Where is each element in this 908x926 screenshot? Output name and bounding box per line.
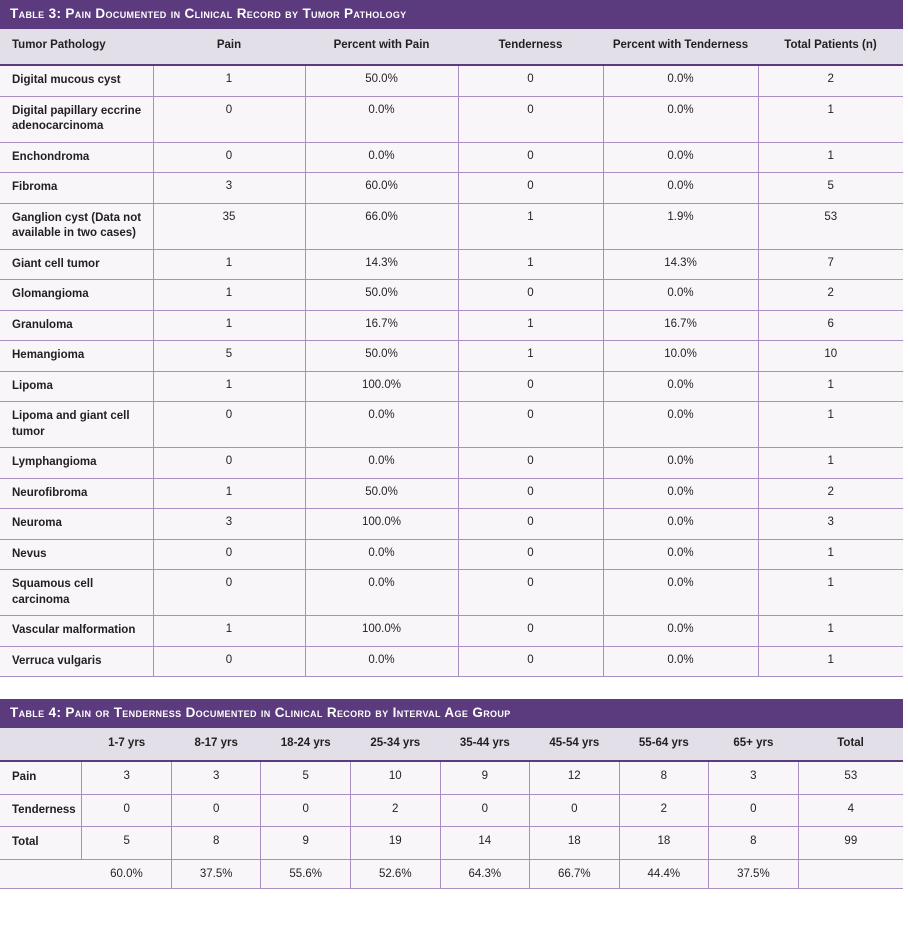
table-3-cell-percent-pain: 0.0% (305, 646, 458, 677)
table-3-cell-pathology: Giant cell tumor (0, 249, 153, 280)
table-4-col-25-34-yrs: 25-34 yrs (350, 728, 440, 762)
table-4-cell-value: 2 (619, 794, 709, 827)
table-3-cell-total: 6 (758, 310, 903, 341)
table-3-cell-pathology: Nevus (0, 539, 153, 570)
table-3-cell-pain: 0 (153, 646, 305, 677)
table-row (0, 827, 903, 860)
table-3-cell-total: 5 (758, 173, 903, 204)
table-3-cell-percent-pain: 50.0% (305, 341, 458, 372)
table-4-body (0, 761, 903, 888)
table-3-cell-percent-tenderness: 0.0% (603, 280, 758, 311)
table-3-cell-percent-tenderness: 0.0% (603, 448, 758, 479)
table-4-cell-value: 3 (82, 761, 172, 794)
table-3-cell-pain: 1 (153, 310, 305, 341)
table-3-cell-pathology: Neurofibroma (0, 478, 153, 509)
table-4-cell-value: 0 (709, 794, 799, 827)
table-3-cell-percent-tenderness: 14.3% (603, 249, 758, 280)
table-3-col-percent-tenderness: Percent with Tenderness (603, 29, 758, 66)
table-4-cell-value: 0 (261, 794, 351, 827)
table-3-cell-tenderness: 0 (458, 539, 603, 570)
table-3-cell-percent-tenderness: 0.0% (603, 142, 758, 173)
table-4-cell-value: 55.6% (261, 859, 351, 888)
table-4-header (0, 728, 903, 762)
table-3-cell-tenderness: 0 (458, 371, 603, 402)
table-3-cell-pain: 35 (153, 203, 305, 249)
table-3-cell-percent-pain: 100.0% (305, 509, 458, 540)
table-3-cell-pathology: Digital mucous cyst (0, 65, 153, 96)
table-3-cell-percent-tenderness: 0.0% (603, 173, 758, 204)
table-4-cell-value: 12 (530, 761, 620, 794)
table-row (0, 448, 903, 479)
table-3-cell-pathology: Lipoma and giant cell tumor (0, 402, 153, 448)
table-3-cell-percent-pain: 0.0% (305, 539, 458, 570)
table-3-cell-pain: 5 (153, 341, 305, 372)
table-4-cell-rowlabel: Pain (0, 761, 82, 794)
table-3-cell-total: 1 (758, 96, 903, 142)
table-3-cell-pathology: Enchondroma (0, 142, 153, 173)
table-4 (0, 728, 903, 889)
table-row (0, 371, 903, 402)
table-row (0, 203, 903, 249)
table-3-col-total-patients: Total Patients (n) (758, 29, 903, 66)
table-3-cell-percent-tenderness: 0.0% (603, 646, 758, 677)
table-row (0, 142, 903, 173)
table-3-cell-percent-pain: 0.0% (305, 570, 458, 616)
table-3-cell-pain: 0 (153, 96, 305, 142)
table-3-cell-percent-pain: 0.0% (305, 402, 458, 448)
table-3-cell-percent-pain: 0.0% (305, 142, 458, 173)
table-3-title: Table 3: Pain Documented in Clinical Record by Tumor Pathology (0, 0, 903, 29)
table-3-cell-tenderness: 0 (458, 478, 603, 509)
table-3-col-pathology: Tumor Pathology (0, 29, 153, 66)
table-4-cell-value: 19 (350, 827, 440, 860)
table-row (0, 646, 903, 677)
table-3-cell-percent-tenderness: 0.0% (603, 509, 758, 540)
table-4-cell-value: 0 (82, 794, 172, 827)
table-3-cell-tenderness: 1 (458, 310, 603, 341)
table-3-cell-total: 53 (758, 203, 903, 249)
table-3-cell-percent-tenderness: 0.0% (603, 371, 758, 402)
table-3-cell-total: 1 (758, 402, 903, 448)
table-3-cell-pain: 0 (153, 448, 305, 479)
table-4-cell-value: 9 (261, 827, 351, 860)
table-3-cell-pain: 0 (153, 570, 305, 616)
table-3-cell-total: 1 (758, 371, 903, 402)
table-4-col-65-yrs: 65+ yrs (709, 728, 799, 762)
table-4-cell-value: 5 (261, 761, 351, 794)
table-3-cell-percent-tenderness: 10.0% (603, 341, 758, 372)
table-3-cell-percent-pain: 16.7% (305, 310, 458, 341)
table-row (0, 173, 903, 204)
table-row (0, 402, 903, 448)
table-3-cell-pathology: Digital papillary eccrine adenocarcinoma (0, 96, 153, 142)
table-3-cell-pain: 3 (153, 173, 305, 204)
table-3-cell-total: 2 (758, 478, 903, 509)
table-3-cell-percent-pain: 50.0% (305, 478, 458, 509)
table-3-col-percent-pain: Percent with Pain (305, 29, 458, 66)
table-3-cell-pathology: Squamous cell carcinoma (0, 570, 153, 616)
table-row (0, 539, 903, 570)
table-3-cell-percent-tenderness: 0.0% (603, 616, 758, 647)
table-4-block (0, 699, 903, 889)
table-4-cell-rowlabel: Tenderness (0, 794, 82, 827)
table-3-cell-pathology: Lymphangioma (0, 448, 153, 479)
table-row (0, 65, 903, 96)
table-4-header-row (0, 728, 903, 762)
table-4-cell-value: 0 (171, 794, 261, 827)
table-4-col-45-54-yrs: 45-54 yrs (530, 728, 620, 762)
table-4-title: Table 4: Pain or Tenderness Documented in Clinical Record by Interval Age Group (0, 699, 903, 728)
table-4-cell-value: 3 (171, 761, 261, 794)
table-3-cell-percent-pain: 14.3% (305, 249, 458, 280)
table-row (0, 509, 903, 540)
table-4-cell-value: 37.5% (171, 859, 261, 888)
table-3-cell-tenderness: 0 (458, 570, 603, 616)
table-3-cell-percent-pain: 50.0% (305, 65, 458, 96)
table-3-cell-pain: 1 (153, 616, 305, 647)
table-3-cell-percent-pain: 100.0% (305, 616, 458, 647)
table-3-cell-tenderness: 0 (458, 402, 603, 448)
table-3-cell-pain: 0 (153, 402, 305, 448)
table-3-cell-percent-pain: 0.0% (305, 96, 458, 142)
table-row (0, 859, 903, 888)
table-4-cell-value: 44.4% (619, 859, 709, 888)
table-3-cell-percent-pain: 60.0% (305, 173, 458, 204)
table-3-cell-pain: 1 (153, 249, 305, 280)
table-4-cell-value: 10 (350, 761, 440, 794)
table-3-col-pain: Pain (153, 29, 305, 66)
table-4-col-55-64-yrs: 55-64 yrs (619, 728, 709, 762)
table-3-cell-tenderness: 0 (458, 280, 603, 311)
table-3-cell-tenderness: 0 (458, 142, 603, 173)
table-row (0, 310, 903, 341)
table-4-cell-total: 53 (798, 761, 903, 794)
table-row (0, 96, 903, 142)
table-3-cell-pathology: Ganglion cyst (Data not available in two cases) (0, 203, 153, 249)
table-3-cell-percent-pain: 66.0% (305, 203, 458, 249)
table-3-cell-percent-tenderness: 0.0% (603, 539, 758, 570)
table-3-cell-pathology: Glomangioma (0, 280, 153, 311)
table-3-cell-tenderness: 0 (458, 509, 603, 540)
table-3-cell-pathology: Vascular malformation (0, 616, 153, 647)
table-4-cell-value: 66.7% (530, 859, 620, 888)
table-3-cell-total: 1 (758, 616, 903, 647)
table-4-cell-value: 0 (440, 794, 530, 827)
table-3-cell-total: 2 (758, 65, 903, 96)
table-3-cell-pain: 1 (153, 478, 305, 509)
table-row (0, 616, 903, 647)
table-4-col-8-17-yrs: 8-17 yrs (171, 728, 261, 762)
table-4-cell-value: 5 (82, 827, 172, 860)
table-4-col-rowlabel (0, 728, 82, 762)
table-3-cell-tenderness: 1 (458, 249, 603, 280)
table-3-cell-percent-tenderness: 0.0% (603, 570, 758, 616)
table-4-cell-value: 8 (709, 827, 799, 860)
table-3-body (0, 65, 903, 677)
table-4-cell-value: 18 (530, 827, 620, 860)
table-3-col-tenderness: Tenderness (458, 29, 603, 66)
table-4-cell-value: 3 (709, 761, 799, 794)
table-4-cell-value: 37.5% (709, 859, 799, 888)
table-row (0, 280, 903, 311)
table-3-cell-total: 10 (758, 341, 903, 372)
table-4-cell-total: 4 (798, 794, 903, 827)
table-3-cell-tenderness: 0 (458, 646, 603, 677)
table-4-cell-value: 52.6% (350, 859, 440, 888)
table-3-cell-pain: 3 (153, 509, 305, 540)
table-row (0, 794, 903, 827)
table-3-cell-pain: 1 (153, 280, 305, 311)
table-3-cell-percent-pain: 50.0% (305, 280, 458, 311)
table-4-col-18-24-yrs: 18-24 yrs (261, 728, 351, 762)
table-3-cell-total: 3 (758, 509, 903, 540)
table-3-cell-total: 7 (758, 249, 903, 280)
table-4-cell-value: 60.0% (82, 859, 172, 888)
table-3-header (0, 29, 903, 66)
table-4-cell-value: 0 (530, 794, 620, 827)
table-3-cell-total: 2 (758, 280, 903, 311)
table-4-col-35-44-yrs: 35-44 yrs (440, 728, 530, 762)
table-3-cell-percent-tenderness: 0.0% (603, 402, 758, 448)
table-4-col-1-7-yrs: 1-7 yrs (82, 728, 172, 762)
table-4-cell-value: 18 (619, 827, 709, 860)
table-3-cell-pain: 0 (153, 539, 305, 570)
table-3-cell-pathology: Fibroma (0, 173, 153, 204)
table-3-cell-pathology: Hemangioma (0, 341, 153, 372)
table-3-cell-percent-tenderness: 0.0% (603, 478, 758, 509)
table-3-cell-pain: 0 (153, 142, 305, 173)
table-3-cell-pathology: Verruca vulgaris (0, 646, 153, 677)
table-3-cell-total: 1 (758, 539, 903, 570)
table-row (0, 570, 903, 616)
table-3-cell-percent-tenderness: 0.0% (603, 96, 758, 142)
table-4-cell-value: 14 (440, 827, 530, 860)
table-3-cell-percent-tenderness: 1.9% (603, 203, 758, 249)
table-3-cell-tenderness: 0 (458, 448, 603, 479)
table-3 (0, 29, 903, 678)
table-4-cell-rowlabel (0, 859, 82, 888)
table-3-cell-percent-pain: 0.0% (305, 448, 458, 479)
table-3-cell-total: 1 (758, 570, 903, 616)
table-3-cell-tenderness: 0 (458, 173, 603, 204)
table-row (0, 341, 903, 372)
table-3-cell-pathology: Neuroma (0, 509, 153, 540)
table-4-col-total: Total (798, 728, 903, 762)
table-3-cell-tenderness: 0 (458, 96, 603, 142)
table-3-cell-tenderness: 1 (458, 203, 603, 249)
table-3-cell-tenderness: 0 (458, 65, 603, 96)
table-3-cell-total: 1 (758, 142, 903, 173)
table-3-cell-pain: 1 (153, 371, 305, 402)
table-3-header-row (0, 29, 903, 66)
table-4-cell-total (798, 859, 903, 888)
table-4-cell-value: 64.3% (440, 859, 530, 888)
table-3-cell-percent-tenderness: 16.7% (603, 310, 758, 341)
table-3-cell-pain: 1 (153, 65, 305, 96)
table-row (0, 761, 903, 794)
table-row (0, 249, 903, 280)
table-4-cell-total: 99 (798, 827, 903, 860)
table-3-cell-tenderness: 0 (458, 616, 603, 647)
page-tail (0, 889, 908, 909)
table-3-cell-tenderness: 1 (458, 341, 603, 372)
table-gap (0, 677, 908, 699)
table-4-cell-value: 2 (350, 794, 440, 827)
table-3-cell-pathology: Granuloma (0, 310, 153, 341)
table-4-cell-value: 8 (171, 827, 261, 860)
table-3-cell-percent-pain: 100.0% (305, 371, 458, 402)
table-4-cell-rowlabel: Total (0, 827, 82, 860)
table-3-cell-pathology: Lipoma (0, 371, 153, 402)
table-row (0, 478, 903, 509)
table-3-cell-total: 1 (758, 448, 903, 479)
table-4-cell-value: 8 (619, 761, 709, 794)
table-3-cell-total: 1 (758, 646, 903, 677)
table-4-cell-value: 9 (440, 761, 530, 794)
table-3-cell-percent-tenderness: 0.0% (603, 65, 758, 96)
